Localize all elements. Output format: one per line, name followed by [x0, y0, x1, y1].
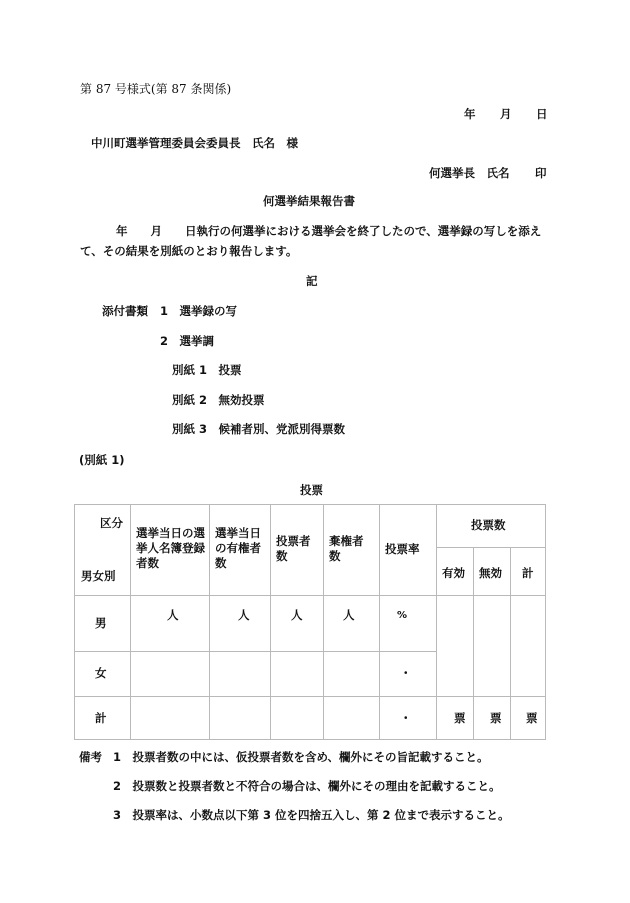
sender-title: 何選挙長 氏名	[429, 166, 510, 180]
table-col-line-7	[473, 547, 474, 740]
table-border-right	[545, 504, 546, 740]
notes-label: 備考	[79, 750, 102, 764]
table-col-line-2	[209, 504, 210, 740]
attachment-item-1: 1 選挙録の写	[160, 304, 238, 318]
header-sum: 計	[522, 566, 534, 580]
row-label-female: 女	[95, 666, 107, 680]
form-number: 第 87 号様式(第 87 条関係)	[80, 82, 232, 96]
sender-seal: 印	[535, 166, 547, 180]
turnout-dot-total: ・	[400, 711, 412, 725]
table-col-line-1	[130, 504, 131, 740]
table-col-line-5	[379, 504, 380, 740]
header-kubun: 区分	[100, 516, 123, 530]
table-col-line-3	[270, 504, 271, 740]
attachments-label: 添付書類	[102, 304, 148, 318]
votes-table	[74, 504, 546, 740]
unit-vote-valid: 票	[454, 711, 466, 725]
date-month: 月	[500, 107, 512, 121]
row-label-male: 男	[95, 616, 107, 630]
note-3: 3 投票率は、小数点以下第 3 位を四捨五入し、第 2 位まで表示すること。	[113, 808, 510, 822]
header-eligible: 選挙当日の有権者数	[215, 526, 261, 570]
table-border-left	[74, 504, 75, 740]
table-line-row-2	[74, 696, 546, 697]
table-line-header-bottom	[74, 595, 546, 596]
header-abstainers: 棄権者数	[329, 534, 364, 563]
note-1: 1 投票者数の中には、仮投票者数を含め、欄外にその旨記載すること。	[113, 750, 489, 764]
turnout-dot-female: ・	[400, 666, 412, 680]
unit-person-abstainers: 人	[343, 608, 355, 622]
date-year: 年	[464, 107, 476, 121]
ki-heading: 記	[306, 274, 318, 288]
header-turnout: 投票率	[385, 542, 420, 556]
header-voters: 投票者数	[276, 534, 311, 563]
unit-person-registered: 人	[167, 608, 179, 622]
date-day: 日	[536, 107, 548, 121]
attachment-sub-1: 別紙 1 投票	[172, 363, 242, 377]
table-line-row-1	[74, 651, 436, 652]
unit-person-eligible: 人	[238, 608, 250, 622]
table-col-line-8	[510, 547, 511, 740]
unit-vote-sum: 票	[526, 711, 538, 725]
table-title: 投票	[300, 483, 323, 497]
attachment-sub-3: 別紙 3 候補者別、党派別得票数	[172, 422, 346, 436]
addressee: 中川町選挙管理委員会委員長 氏名 様	[91, 136, 298, 150]
header-invalid: 無効	[479, 566, 502, 580]
document-title: 何選挙結果報告書	[263, 194, 355, 208]
table-line-sub-header	[436, 547, 546, 548]
header-registered: 選挙当日の選挙人名簿登録者数	[136, 526, 205, 570]
table-border-top	[74, 504, 546, 505]
header-danjo: 男女別	[81, 569, 116, 583]
table-border-bottom	[74, 739, 546, 740]
note-2: 2 投票数と投票者数と不符合の場合は、欄外にその理由を記載すること。	[113, 779, 501, 793]
attachment-item-2: 2 選挙調	[160, 334, 215, 348]
body-line-2: て、その結果を別紙のとおり報告します。	[80, 244, 298, 258]
header-valid: 有効	[442, 566, 465, 580]
row-label-total: 計	[95, 711, 107, 725]
unit-vote-invalid: 票	[490, 711, 502, 725]
appendix-label: (別紙 1)	[79, 453, 125, 467]
attachment-sub-2: 別紙 2 無効投票	[172, 393, 265, 407]
unit-percent: %	[397, 610, 408, 621]
table-col-line-4	[323, 504, 324, 740]
unit-person-voters: 人	[291, 608, 303, 622]
body-line-1: 年 月 日執行の何選挙における選挙会を終了したので、選挙録の写しを添え	[116, 224, 542, 238]
header-votes: 投票数	[471, 518, 506, 532]
table-col-line-6	[436, 504, 437, 740]
